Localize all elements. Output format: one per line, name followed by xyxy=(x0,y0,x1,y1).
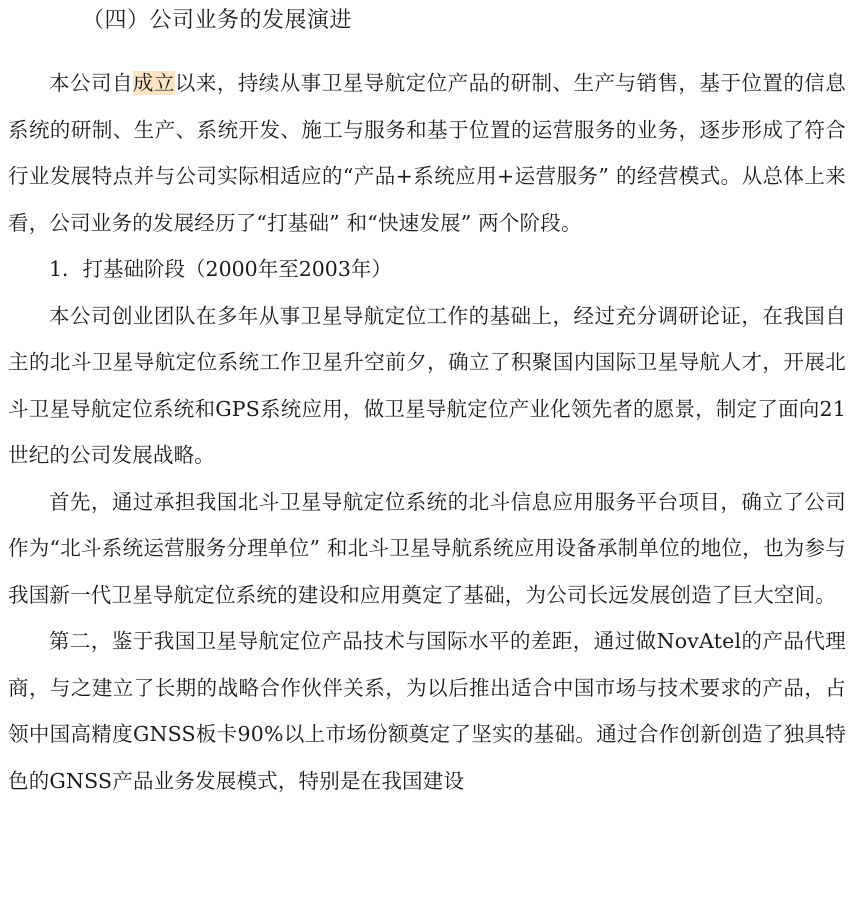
intro-text-start: 本公司自 xyxy=(49,71,133,95)
intro-paragraph xyxy=(8,60,846,246)
highlighted-text: 成立 xyxy=(132,71,175,95)
stage-one-title: 1．打基础阶段（2000年至2003年） xyxy=(49,257,392,281)
paragraph-second-point: 第二，鉴于我国卫星导航定位产品技术与国际水平的差距，通过做NovAtel的产品代理商，与之建立了长期的战略合作伙伴关系，为以后推出适合中国市场与技术要求的产品，占领中国高精度GNSS板卡90%以上市场份额奠定了坚实的基础。通过合作创新创造了独具特色的GNSS产品业务发展模式，特别是在我国建设 xyxy=(8,629,846,793)
section-heading: （四）公司业务的发展演进 xyxy=(82,8,353,33)
intro-text-rest: 以来，持续从事卫星导航定位产品的研制、生产与销售，基于位置的信息系统的研制、生产、系统开发、施工与服务和基于位置的运营服务的业务，逐步形成了符合行业发展特点并与公司实际相适应的“产品+系统应用+运营服务” 的经营模式。从总体上来看，公司业务的发展经历了“打基础” 和“快速发展” 两个阶段。 xyxy=(8,71,846,235)
paragraph-first-point: 首先，通过承担我国北斗卫星导航定位系统的北斗信息应用服务平台项目，确立了公司作为“北斗系统运营服务分理单位” 和北斗卫星导航系统应用设备承制单位的地位，也为参与我国新一代卫星导航定位系统的建设和应用奠定了基础，为公司长远发展创造了巨大空间。 xyxy=(8,489,846,607)
paragraph-team-strategy: 本公司创业团队在多年从事卫星导航定位工作的基础上，经过充分调研论证，在我国自主的北斗卫星导航定位系统工作卫星升空前夕，确立了积聚国内国际卫星导航人才，开展北斗卫星导航定位系统和GPS系统应用，做卫星导航定位产业化领先者的愿景，制定了面向21世纪的公司发展战略。 xyxy=(8,303,846,467)
